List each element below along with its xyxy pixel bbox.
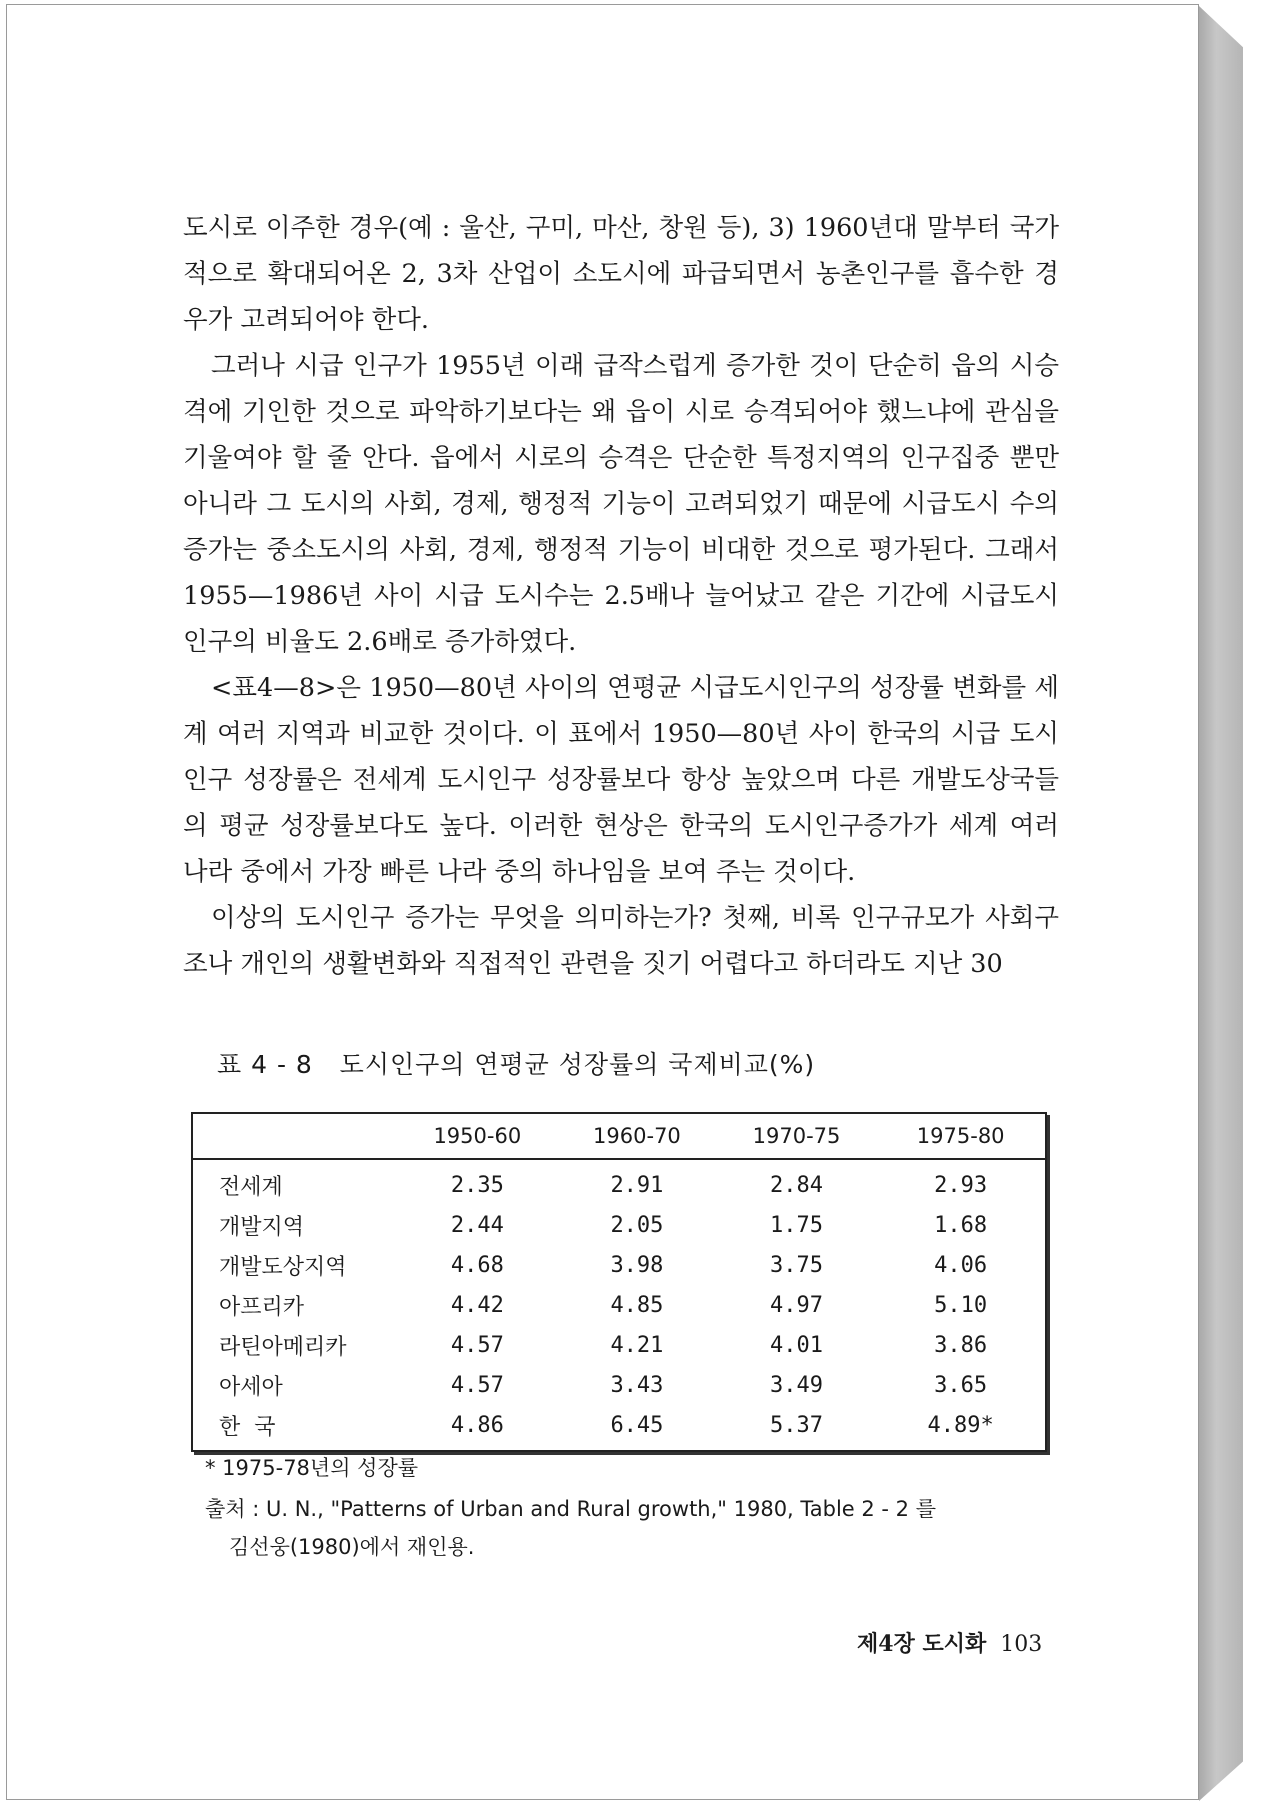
chapter-title: 제4장 도시화	[857, 1631, 987, 1657]
table-cell: 3.49	[770, 1372, 824, 1398]
table-cell: 4.97	[770, 1292, 824, 1318]
table-cell: 2.05	[610, 1212, 664, 1238]
table-cell: 3.86	[934, 1332, 988, 1358]
source-line-2: 김선웅(1980)에서 재인용.	[229, 1535, 475, 1559]
table-source	[205, 1490, 1045, 1566]
row-label: 아프리카	[219, 1294, 305, 1320]
body-text	[183, 205, 1059, 987]
table-cell: 6.45	[610, 1412, 664, 1438]
table-cell: 4.85	[610, 1292, 664, 1318]
table-cell: 5.10	[934, 1292, 988, 1318]
table-cell: 4.86	[450, 1412, 504, 1438]
row-label: 개발도상지역	[219, 1254, 347, 1280]
table-cell: 4.06	[934, 1252, 988, 1278]
paragraph-1: 도시로 이주한 경우(예 : 울산, 구미, 마산, 창원 등), 3) 1960년대 말부터 국가적으로 확대되어온 2, 3차 산업이 소도시에 파급되면서 농촌인구를 흡수한 경우가 고려되어야 한다.	[183, 213, 1059, 335]
table-header-corner	[192, 1113, 398, 1159]
table-caption: 표 4 - 8 도시인구의 연평균 성장률의 국제비교(%)	[217, 1050, 816, 1079]
table-cell: 2.91	[610, 1172, 664, 1198]
table-cell: 5.37	[770, 1412, 824, 1438]
paragraph-3: <표4—8>은 1950—80년 사이의 연평균 시급도시인구의 성장률 변화를 세계 여러 지역과 비교한 것이다. 이 표에서 1950—80년 사이 한국의 시급 도시인구 성장률은 전세계 도시인구 성장률보다 항상 높았으며 다른 개발도상국들의 평균 성장률보다도 높다. 이러한 현상은 한국의 도시인구증가가 세계 여러 나라 중에서 가장 빠른 나라 중의 하나임을 보여 주는 것이다.	[183, 673, 1059, 887]
table-row	[192, 1405, 1046, 1451]
growth-rate-table	[191, 1112, 1047, 1452]
table-cell: 4.57	[450, 1332, 504, 1358]
book-page	[6, 4, 1199, 1800]
table-cell: 4.42	[450, 1292, 504, 1318]
table-cell: 4.01	[770, 1332, 824, 1358]
table-cell: 3.98	[610, 1252, 664, 1278]
table-cell: 2.84	[770, 1172, 824, 1198]
table-row	[192, 1159, 1046, 1205]
table-row	[192, 1245, 1046, 1285]
table-cell: 2.93	[934, 1172, 988, 1198]
row-label: 아세아	[219, 1374, 283, 1400]
paragraph-4: 이상의 도시인구 증가는 무엇을 의미하는가? 첫째, 비록 인구규모가 사회구조나 개인의 생활변화와 직접적인 관련을 짓기 어렵다고 하더라도 지난 30	[183, 903, 1059, 979]
table-cell: 3.65	[934, 1372, 988, 1398]
table-header-row	[192, 1113, 1046, 1159]
table-cell: 4.57	[450, 1372, 504, 1398]
row-label: 라틴아메리카	[219, 1334, 347, 1360]
table-cell: 2.35	[450, 1172, 504, 1198]
table-cell: 3.43	[610, 1372, 664, 1398]
column-header: 1970-75	[717, 1113, 877, 1159]
table-row	[192, 1205, 1046, 1245]
column-header: 1960-70	[557, 1113, 717, 1159]
table-cell: 1.68	[934, 1212, 988, 1238]
paragraph-2: 그러나 시급 인구가 1955년 이래 급작스럽게 증가한 것이 단순히 읍의 시승격에 기인한 것으로 파악하기보다는 왜 읍이 시로 승격되어야 했느냐에 관심을 기울여야 할 줄 안다. 읍에서 시로의 승격은 단순한 특정지역의 인구집중 뿐만 아니라 그 도시의 사회, 경제, 행정적 기능이 고려되었기 때문에 시급도시 수의 증가는 중소도시의 사회, 경제, 행정적 기능이 비대한 것으로 평가된다. 그래서 1955—1986년 사이 시급 도시수는 2.5배나 늘어났고 같은 기간에 시급도시인구의 비율도 2.6배로 증가하였다.	[183, 351, 1059, 657]
table-cell: 4.89*	[927, 1412, 994, 1438]
row-label: 개발지역	[219, 1214, 305, 1240]
page-edge-shadow	[1199, 6, 1243, 1801]
row-label: 한 국	[219, 1414, 276, 1440]
page-number: 103	[1000, 1632, 1043, 1657]
table-cell: 4.21	[610, 1332, 664, 1358]
table-cell: 3.75	[770, 1252, 824, 1278]
table-cell: 2.44	[450, 1212, 504, 1238]
table-footnote: * 1975-78년의 성장률	[205, 1456, 419, 1480]
column-header: 1975-80	[876, 1113, 1046, 1159]
column-header: 1950-60	[398, 1113, 558, 1159]
table-row	[192, 1365, 1046, 1405]
table-cell: 4.68	[450, 1252, 504, 1278]
table-row	[192, 1325, 1046, 1365]
running-footer	[857, 1627, 1042, 1658]
row-label: 전세계	[219, 1174, 283, 1200]
source-line-1: 출처 : U. N., "Patterns of Urban and Rural growth," 1980, Table 2 - 2 를	[205, 1497, 937, 1521]
table-row	[192, 1285, 1046, 1325]
table-cell: 1.75	[770, 1212, 824, 1238]
